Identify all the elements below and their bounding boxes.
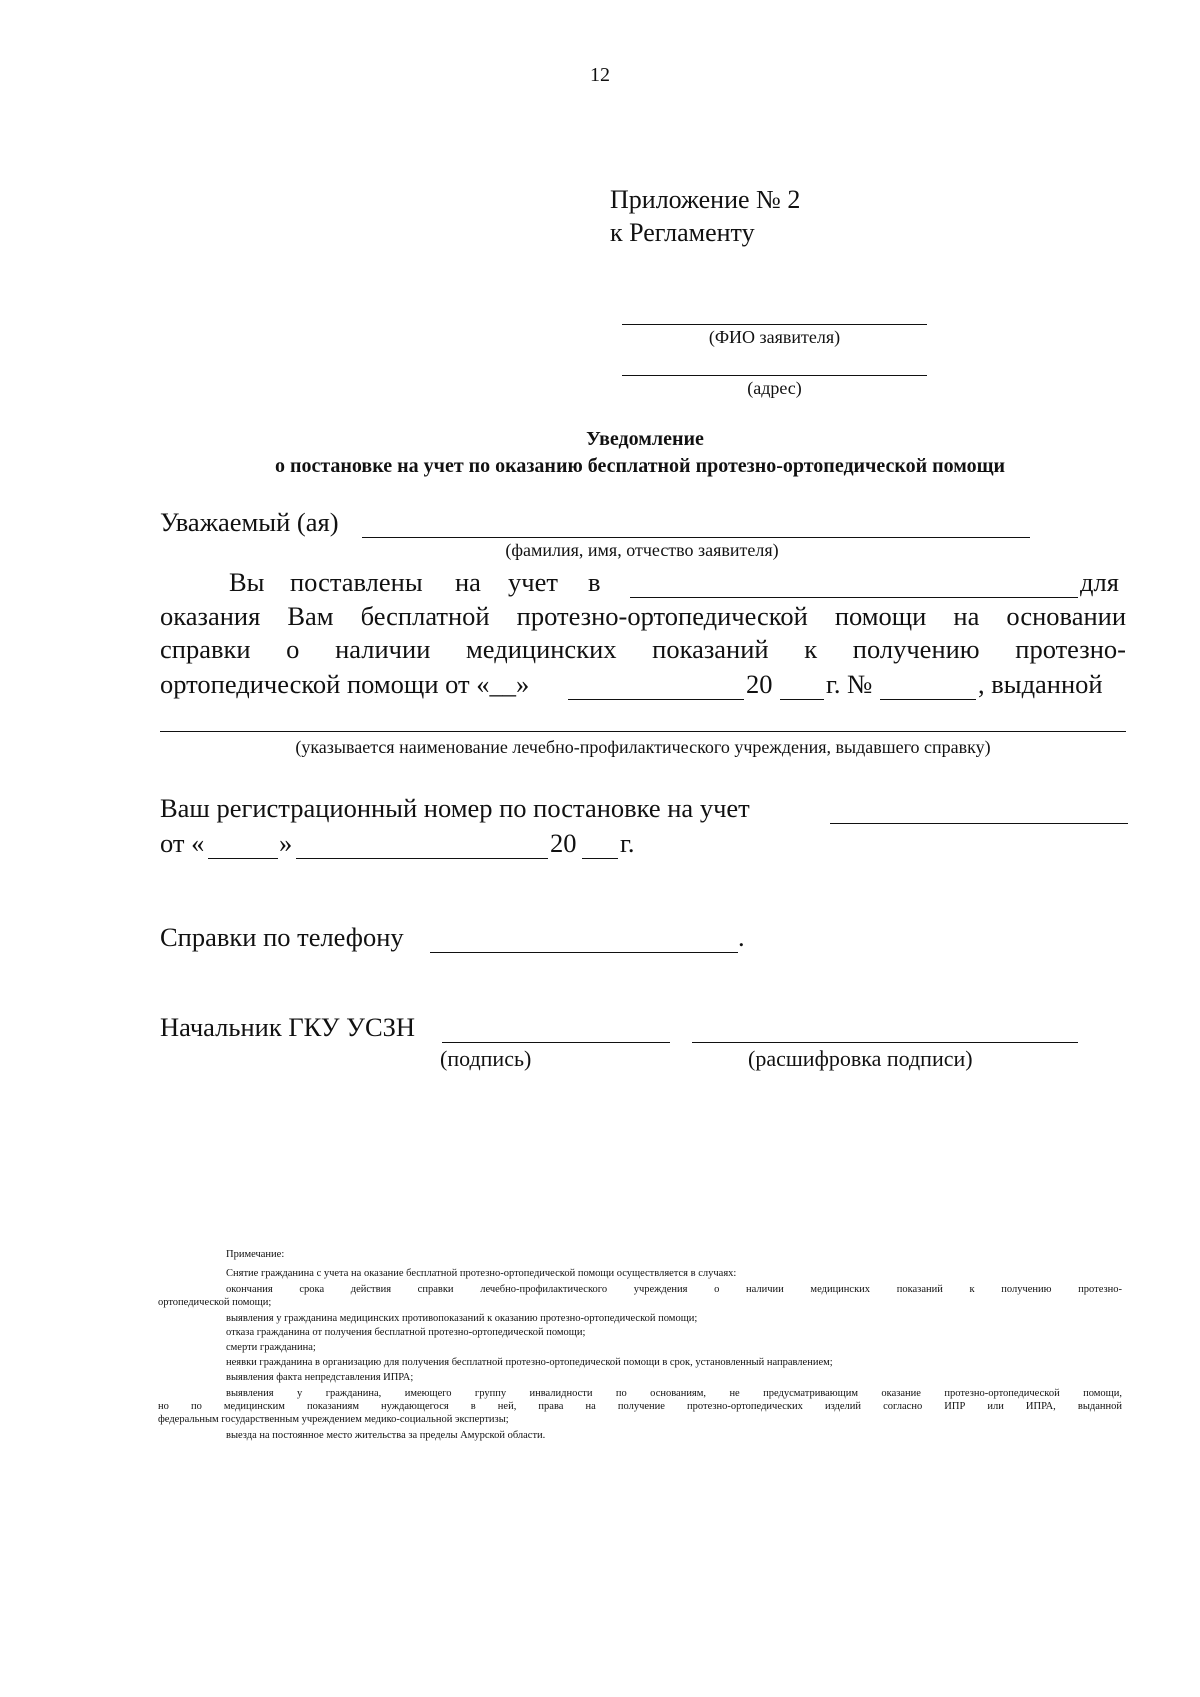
- phone-label: Справки по телефону: [160, 922, 404, 952]
- certificate-year-prefix: 20: [746, 669, 773, 699]
- appendix-line-1: Приложение № 2: [610, 185, 801, 214]
- note-item-5: неявки гражданина в организацию для получения бесплатной протезно-ортопедической помощи в срок, установленный направлением;: [226, 1357, 833, 1368]
- registration-year-blank[interactable]: [582, 858, 618, 859]
- registration-label: Ваш регистрационный номер по постановке на учет: [160, 793, 750, 823]
- para-line-4-end: , выданной: [978, 669, 1103, 699]
- applicant-address-caption: (адрес): [747, 378, 802, 398]
- note-item-7a: выявления у гражданина, имеющего группу инвалидности по основаниям, не предусматривающим оказание протезно-ортопедической помощи,: [226, 1388, 1122, 1399]
- para-word-2: поставлены: [290, 567, 423, 597]
- note-item-7b: но по медицинским показаниям нуждающегося в ней, права на получение протезно-ортопедических изделий согласно ИПР или ИПРА, выданной: [158, 1401, 1122, 1412]
- registration-from-open: от «: [160, 828, 205, 858]
- note-item-1a: окончания срока действия справки лечебно-профилактического учреждения о наличии медицинских показаний к получению протезно-: [226, 1284, 1122, 1295]
- registration-year-suffix: г.: [620, 828, 635, 858]
- applicant-address-blank[interactable]: [622, 375, 927, 376]
- signature-caption: (подпись): [440, 1046, 532, 1071]
- signature-label: Начальник ГКУ УСЗН: [160, 1012, 416, 1042]
- registration-from-close: »: [279, 828, 293, 858]
- registration-month-blank[interactable]: [296, 858, 548, 859]
- para-word-4: учет: [508, 567, 558, 597]
- note-item-6: выявления факта непредставления ИПРА;: [226, 1372, 414, 1383]
- note-item-1b: ортопедической помощи;: [158, 1297, 272, 1308]
- applicant-fio-caption: (ФИО заявителя): [708, 327, 841, 347]
- greeting-name-blank[interactable]: [362, 537, 1030, 538]
- certificate-date-blank[interactable]: [568, 699, 744, 700]
- signature-decode-caption: (расшифровка подписи): [748, 1046, 973, 1071]
- page-number: 12: [590, 64, 610, 86]
- note-intro: Снятие гражданина с учета на оказание бесплатной протезно-ортопедической помощи осуществляется в случаях:: [226, 1268, 737, 1279]
- registration-year-prefix: 20: [550, 828, 577, 858]
- signature-blank[interactable]: [442, 1042, 670, 1043]
- para-line-4-start: ортопедической помощи от «__»: [160, 669, 530, 699]
- certificate-number-label: г. №: [826, 669, 873, 699]
- institution-caption: (указывается наименование лечебно-профилактического учреждения, выдавшего справку): [295, 737, 991, 757]
- para-word-5: в: [588, 567, 601, 597]
- para-word-1: Вы: [229, 567, 265, 597]
- applicant-fio-blank[interactable]: [622, 324, 927, 325]
- notice-subtitle: о постановке на учет по оказанию бесплатной протезно-ортопедической помощи: [274, 455, 1006, 477]
- para-line-3: справки о наличии медицинских показаний к получению протезно-: [160, 634, 1126, 664]
- note-item-4: смерти гражданина;: [226, 1342, 316, 1353]
- registry-org-blank[interactable]: [630, 597, 1078, 598]
- registration-number-blank[interactable]: [830, 823, 1128, 824]
- certificate-year-blank[interactable]: [780, 699, 824, 700]
- signature-decode-blank[interactable]: [692, 1042, 1078, 1043]
- appendix-line-2: к Регламенту: [610, 218, 755, 247]
- para-word-end: для: [1080, 567, 1119, 597]
- greeting-caption: (фамилия, имя, отчество заявителя): [505, 540, 779, 560]
- note-item-3: отказа гражданина от получения бесплатной протезно-ортопедической помощи;: [226, 1327, 586, 1338]
- registration-day-blank[interactable]: [208, 858, 278, 859]
- note-heading: Примечание:: [226, 1249, 285, 1260]
- appendix-header: [610, 183, 800, 249]
- certificate-number-blank[interactable]: [880, 699, 976, 700]
- institution-blank[interactable]: [160, 731, 1126, 732]
- greeting-label: Уважаемый (ая): [160, 507, 339, 537]
- para-word-3: на: [455, 567, 481, 597]
- para-line-2: оказания Вам бесплатной протезно-ортопедической помощи на основании: [160, 601, 1126, 631]
- phone-end: .: [738, 922, 745, 952]
- notice-title: Уведомление: [586, 428, 704, 450]
- phone-blank[interactable]: [430, 952, 738, 953]
- note-item-7c: федеральным государственным учреждением медико-социальной экспертизы;: [158, 1414, 509, 1425]
- note-item-8: выезда на постоянное место жительства за пределы Амурской области.: [226, 1430, 546, 1441]
- note-item-2: выявления у гражданина медицинских противопоказаний к оказанию протезно-ортопедической помощи;: [226, 1313, 698, 1324]
